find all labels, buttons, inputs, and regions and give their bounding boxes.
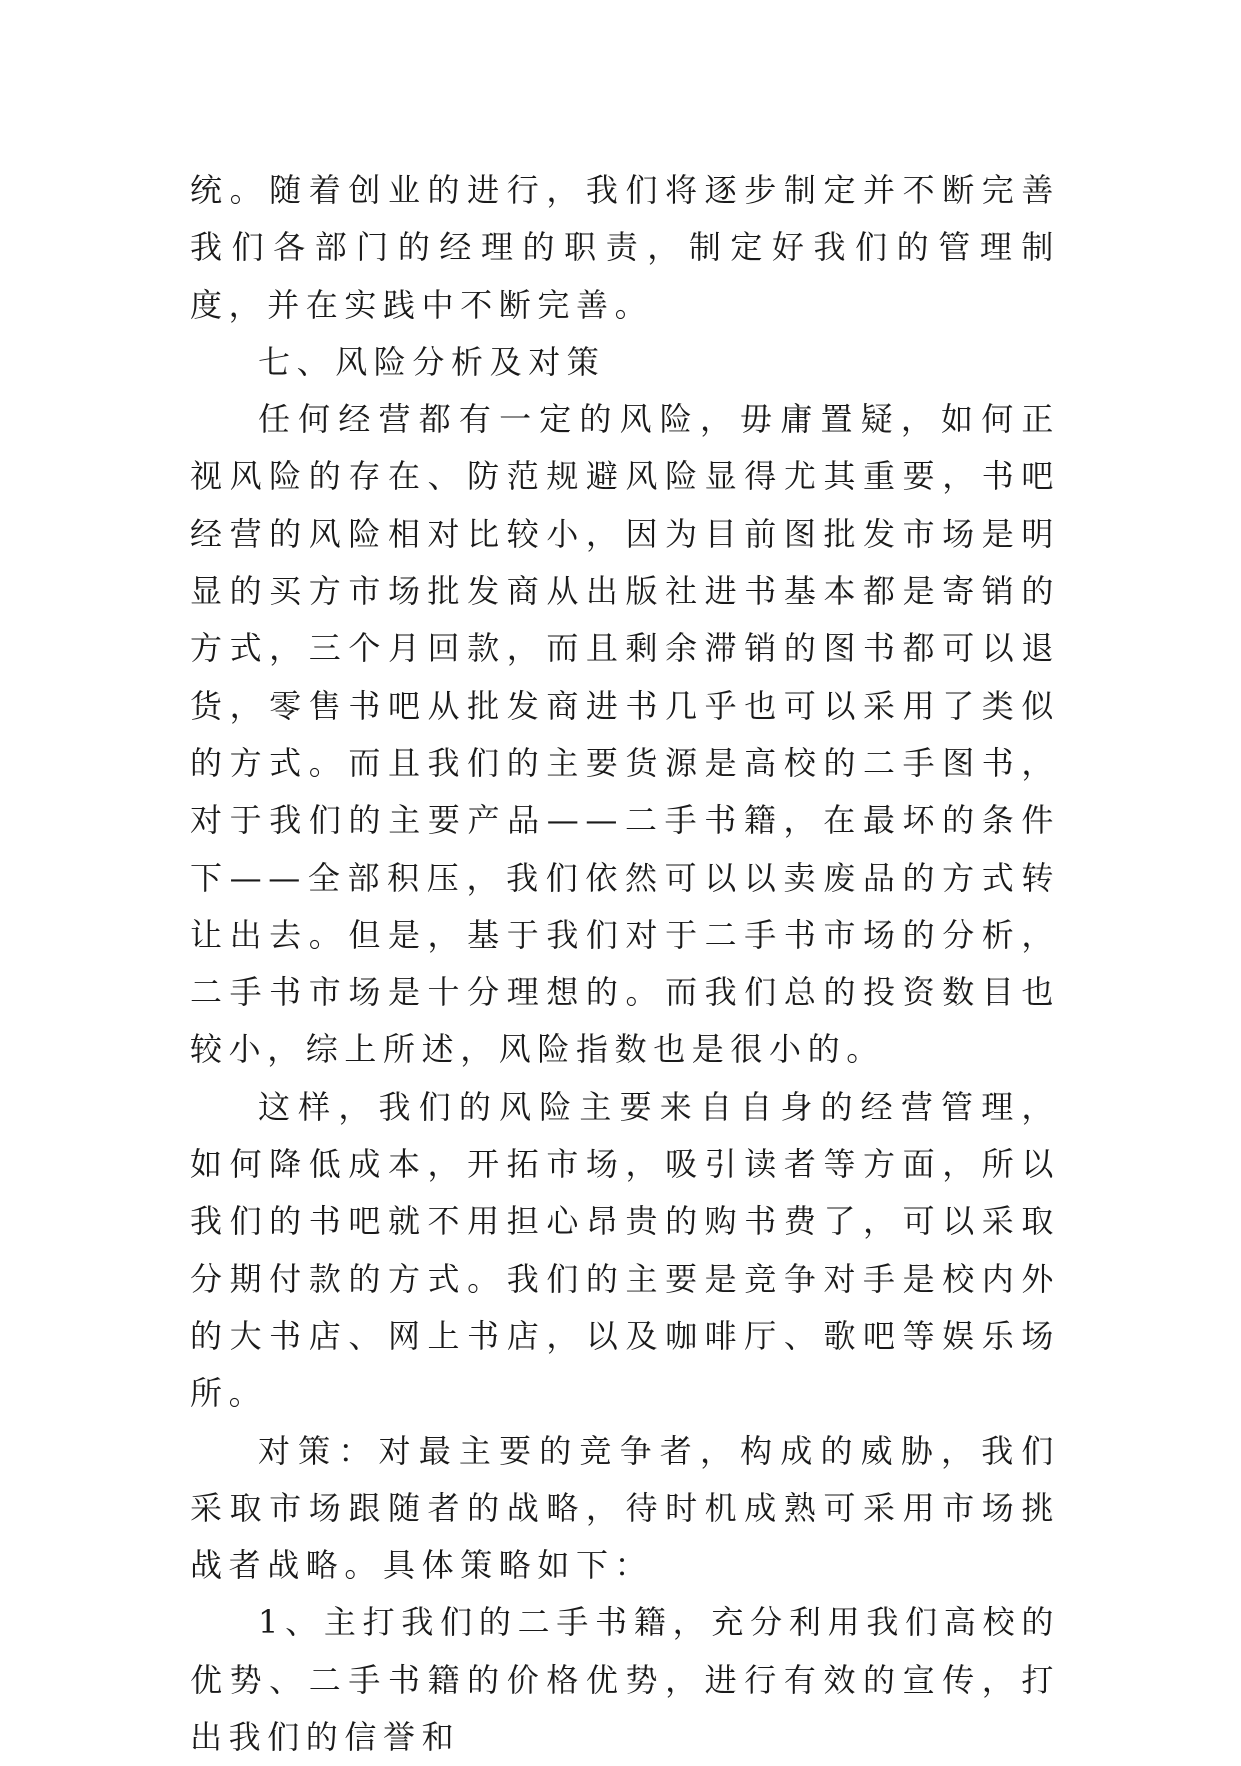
body-paragraph: 这样，我们的风险主要来自自身的经营管理，如何降低成本，开拓市场，吸引读者等方面，所以我们的书吧就不用担心昂贵的购书费了，可以采取分期付款的方式。我们的主要是竞争对手是校内外的大书店、网上书店，以及咖啡厅、歌吧等娱乐场所。 (190, 1087, 1060, 1413)
section-heading-risk-analysis: 七、风险分析及对策 (258, 342, 606, 381)
document-page (190, 162, 1060, 1766)
body-paragraph: 对策：对最主要的竞争者，构成的威胁，我们采取市场跟随者的战略，待时机成熟可采用市场挑战者战略。具体策略如下： (190, 1431, 1060, 1585)
body-paragraph: 任何经营都有一定的风险，毋庸置疑，如何正视风险的存在、防范规避风险显得尤其重要，书吧经营的风险相对比较小，因为目前图批发市场是明显的买方市场批发商从出版社进书基本都是寄销的方式，三个月回款，而且剩余滞销的图书都可以退货，零售书吧从批发商进书几乎也可以采用了类似的方式。而且我们的主要货源是高校的二手图书，对于我们的主要产品——二手书籍，在最坏的条件下——全部积压，我们依然可以以卖废品的方式转让出去。但是，基于我们对于二手书市场的分析，二手书市场是十分理想的。而我们总的投资数目也较小，综上所述，风险指数也是很小的。 (190, 400, 1060, 1069)
body-paragraph: 统。随着创业的进行，我们将逐步制定并不断完善我们各部门的经理的职责，制定好我们的管理制度，并在实践中不断完善。 (190, 171, 1060, 324)
list-item-paragraph: 1、主打我们的二手书籍，充分利用我们高校的优势、二手书籍的价格优势，进行有效的宣传，打出我们的信誉和 (190, 1603, 1060, 1757)
